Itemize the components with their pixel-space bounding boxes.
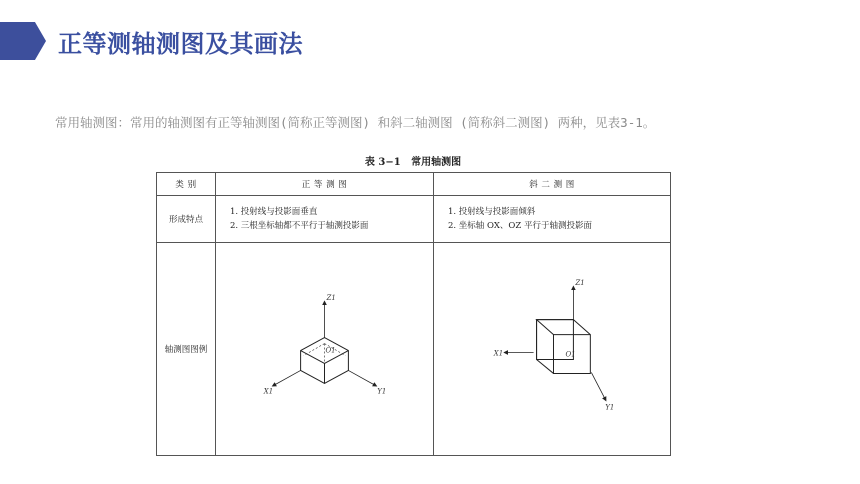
intro-paragraph: 常用轴测图：常用的轴测图有正等轴测图(简称正等测图) 和斜二轴测图 (简称斜二测图) 两种，见表3-1。 [55, 115, 656, 130]
x-axis-label: X1 [263, 387, 274, 396]
list-item: 2. 三根坐标轴都不平行于轴测投影面 [230, 221, 369, 231]
oblique-features-cell [434, 196, 671, 243]
isometric-features-list [216, 205, 433, 233]
x-axis [274, 370, 301, 385]
oblique-features-list [434, 205, 670, 233]
origin-label: O1 [325, 346, 336, 355]
cube-outline [537, 320, 591, 374]
y-axis [591, 372, 605, 399]
header-isometric: 正 等 测 图 [216, 173, 434, 196]
header-category: 类 别 [157, 173, 216, 196]
figure-label: 轴测图图例 [157, 243, 216, 456]
list-item: 2. 坐标轴 OX、OZ 平行于轴测投影面 [448, 221, 592, 231]
list-item: 1. 投射线与投影面垂直 [230, 207, 318, 217]
table-header-row [157, 173, 671, 196]
cube-hidden-edge [304, 344, 325, 356]
table-caption: 表 3−1 常用轴测图 [364, 157, 462, 168]
slide-title: 正等测轴测图及其画法 [58, 30, 303, 58]
title-chevron-icon [0, 22, 46, 60]
axonometric-table [156, 172, 671, 456]
x-axis-label: X1 [493, 349, 504, 358]
list-item: 1. 投射线与投影面倾斜 [448, 207, 536, 217]
features-label: 形成特点 [157, 196, 216, 243]
header-oblique: 斜 二 测 图 [434, 173, 671, 196]
cube-edge [537, 360, 554, 374]
cube-edge [301, 351, 325, 364]
oblique-cube-diagram [434, 243, 670, 455]
origin-label: O1 [565, 350, 576, 359]
isometric-cube-diagram [216, 243, 433, 455]
z-axis-label: Z1 [326, 293, 336, 302]
y-axis-label: Y1 [377, 387, 387, 396]
isometric-features-cell [216, 196, 434, 243]
y-axis-label: Y1 [605, 403, 615, 412]
oblique-figure-cell [434, 243, 671, 456]
z-axis-label: Z1 [575, 278, 585, 287]
isometric-figure-cell [216, 243, 434, 456]
figure-row [157, 243, 671, 456]
features-row [157, 196, 671, 243]
y-axis [348, 370, 375, 385]
